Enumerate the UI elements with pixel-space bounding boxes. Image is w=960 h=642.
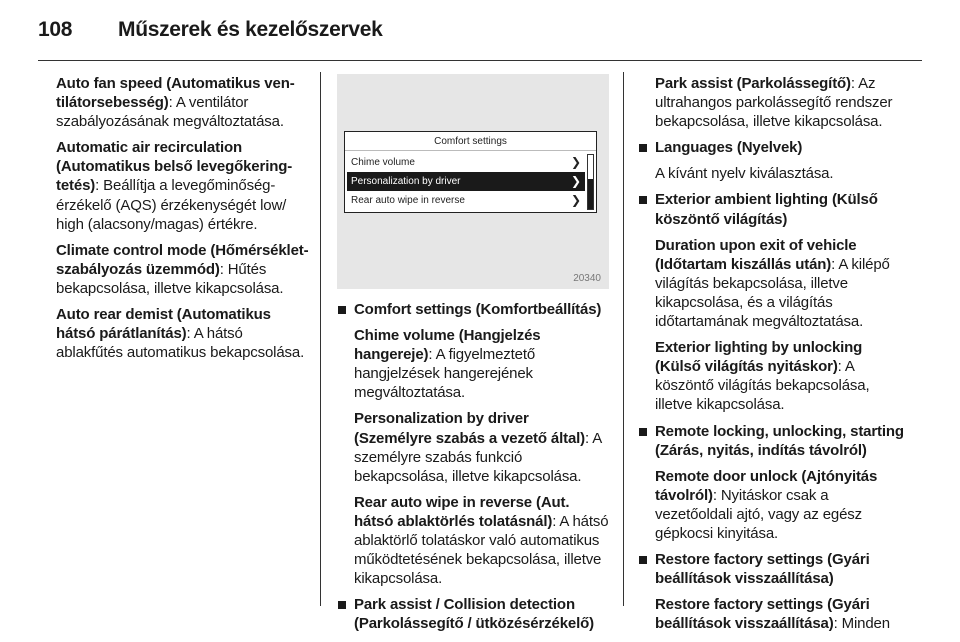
setting-languages-desc: A kívánt nyelv kiválasztása.: [655, 165, 834, 183]
chevron-right-icon: ❯: [570, 193, 581, 207]
setting-auto-fan-speed: Auto fan speed (Automatikus ven-tilátorsebesség): A ventilátor szabályozásának megváltoztatása.: [56, 75, 295, 131]
setting-air-recirculation: Automatic air recirculation (Automatikus belső levegőkering-tetés): Beállítja a levegőminőség-érzékelő (AQS) érzékenységét low/ high (alacsony/magas) értékre.: [56, 139, 293, 233]
bullet-comfort-settings: Comfort settings (Komfortbeállítás): [337, 300, 609, 319]
bullet-square-icon: [639, 144, 647, 152]
column-left: [56, 74, 310, 369]
setting-auto-rear-demist: Auto rear demist (Automatikus hátsó párátlanítás): A hátsó ablakfűtés automatikus bekapcsolása.: [56, 306, 305, 362]
screen-title: Comfort settings: [345, 132, 596, 151]
setting-remote-door-unlock: Remote door unlock (Ajtónyitás távolról): Nyitáskor csak a vezetőoldali ajtó, vagy az egész gépkocsi kinyitása.: [655, 467, 878, 542]
setting-chime-volume: Chime volume (Hangjelzés hangereje): A figyelmeztető hangjelzések hangerejének megváltoztatása.: [354, 327, 541, 402]
scrollbar[interactable]: [587, 154, 594, 210]
column-divider-left: [320, 72, 321, 606]
page-title: Műszerek és kezelőszervek: [118, 18, 383, 41]
menu-list: [347, 153, 585, 210]
bullet-square-icon: [338, 306, 346, 314]
bullet-park-assist: Park assist / Collision detection (Parkolássegítő / ütközésérzékelő): [337, 595, 609, 633]
display-screen: [344, 131, 597, 213]
column-right: [638, 74, 908, 640]
setting-rear-auto-wipe: Rear auto wipe in reverse (Aut. hátsó ablaktörlés tolatásnál): A hátsó ablaktörlő tolatáskor való automatikus működtetésének bekapcsolása, illetve kikapcsolása.: [354, 493, 609, 588]
setting-restore-factory: Restore factory settings (Gyári beállítások visszaállítása): Minden: [655, 596, 890, 633]
header-divider: [38, 60, 922, 61]
bullet-exterior-lighting: Exterior ambient lighting (Külső köszöntő világítás): [638, 190, 908, 228]
column-middle: [337, 300, 609, 641]
column-divider-right: [623, 72, 624, 606]
menu-item-chime-volume[interactable]: Chime volume ❯: [347, 153, 585, 172]
setting-lighting-unlocking: Exterior lighting by unlocking (Külső világítás nyitáskor): A köszöntő világítás bekapcsolása, illetve kikapcsolása.: [655, 339, 870, 414]
chevron-right-icon: ❯: [570, 174, 581, 188]
page-number: 108: [38, 18, 73, 41]
comfort-settings-figure: [337, 74, 609, 289]
page-header: [38, 18, 383, 48]
chevron-right-icon: ❯: [570, 155, 581, 169]
scrollbar-thumb[interactable]: [588, 179, 593, 209]
bullet-square-icon: [639, 196, 647, 204]
setting-personalization: Personalization by driver (Személyre szabás a vezető által): A személyre szabás funkció bekapcsolása, illetve kikapcsolása.: [354, 410, 602, 485]
menu-item-rear-auto-wipe[interactable]: Rear auto wipe in reverse ❯: [347, 191, 585, 210]
bullet-restore-factory: Restore factory settings (Gyári beállítások visszaállítása): [638, 550, 908, 588]
bullet-languages: Languages (Nyelvek): [638, 138, 908, 157]
setting-park-assist: Park assist (Parkolássegítő): Az ultrahangos parkolássegítő rendszer bekapcsolása, illetve kikapcsolása.: [655, 75, 893, 131]
bullet-remote-locking: Remote locking, unlocking, starting (Zárás, nyitás, indítás távolról): [638, 422, 908, 460]
menu-item-personalization[interactable]: Personalization by driver ❯: [347, 172, 585, 191]
bullet-square-icon: [639, 428, 647, 436]
setting-duration-exit: Duration upon exit of vehicle (Időtartam kiszállás után): A kilépő világítás bekapcsolása, illetve kikapcsolása, és a világítás időtartamának megváltoztatása.: [655, 236, 890, 331]
figure-code: 20340: [573, 273, 601, 284]
bullet-square-icon: [338, 601, 346, 609]
bullet-square-icon: [639, 556, 647, 564]
setting-climate-control-mode: Climate control mode (Hőmérséklet-szabályozás üzemmód): Hűtés bekapcsolása, illetve kikapcsolása.: [56, 241, 309, 297]
